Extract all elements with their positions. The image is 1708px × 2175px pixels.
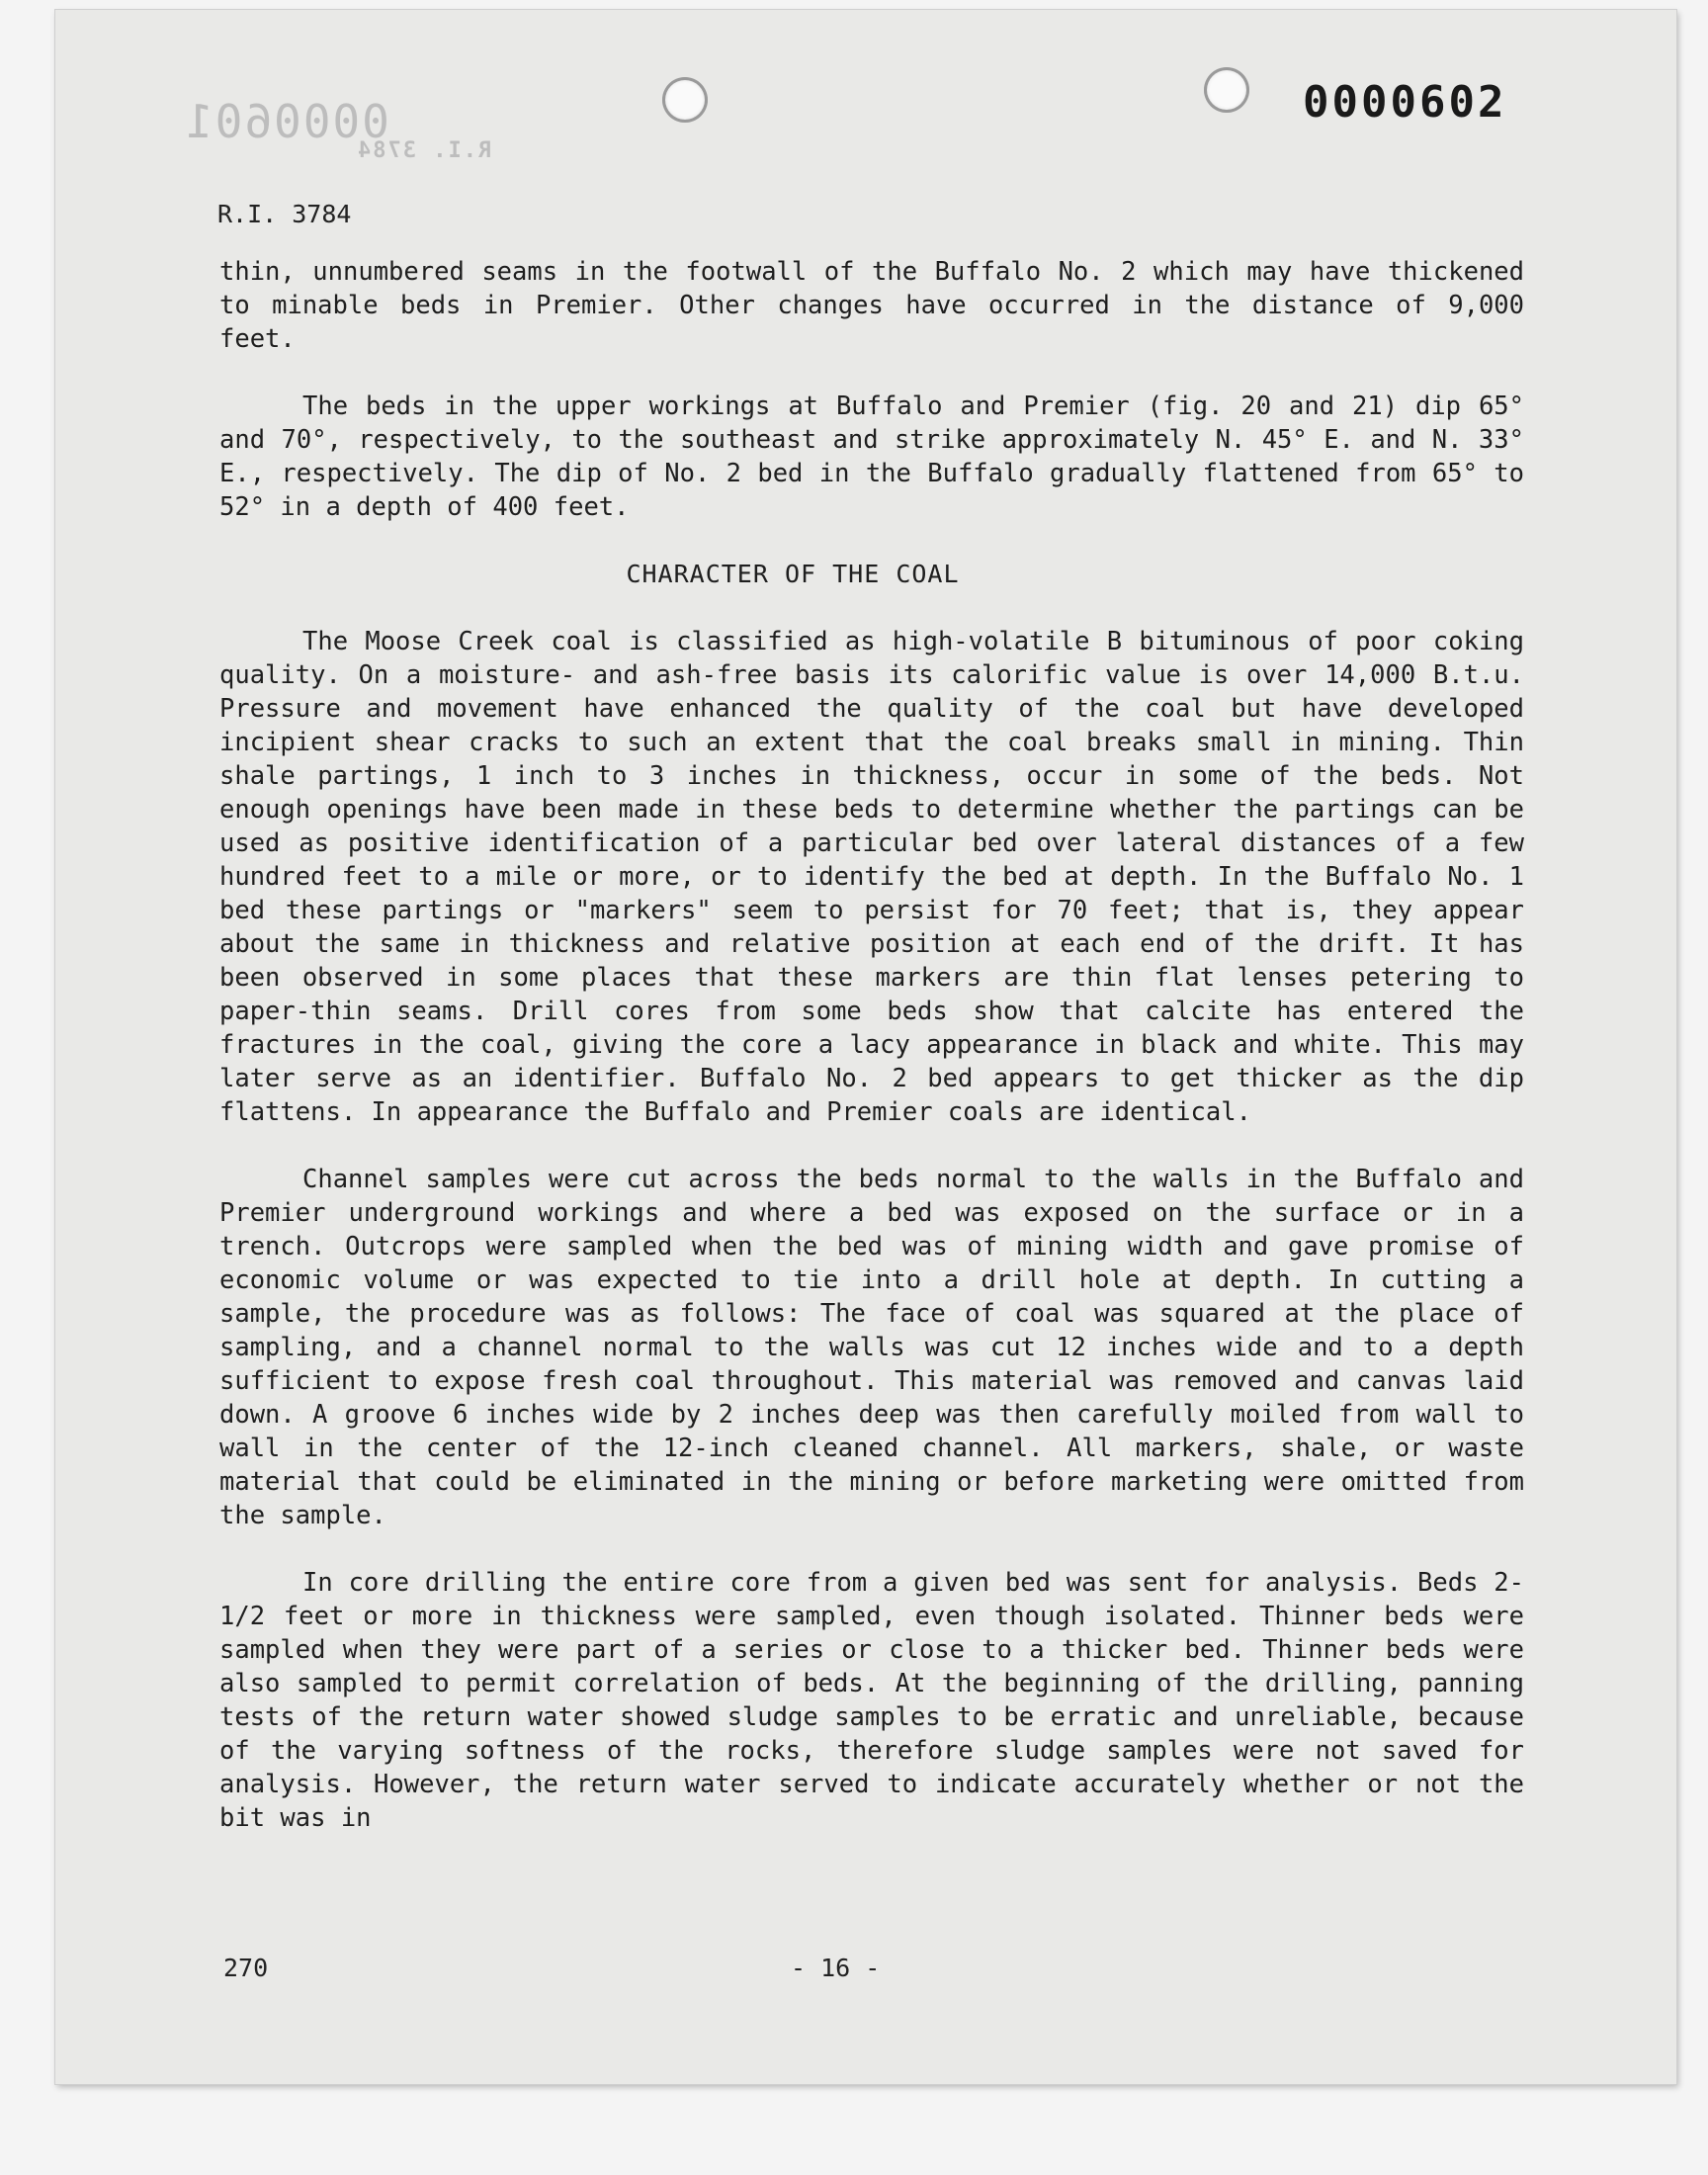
- paragraph: The Moose Creek coal is classified as high-volatile B bituminous of poor coking quality. On a moisture- and ash-free basis its calorific value is over 14,000 B.t.u. Pressure and movement have enhanced the quality of the coal but have developed incipient shear cracks to such an extent that the coal breaks small in mining. Thin shale partings, 1 inch to 3 inches in thickness, occur in some of the beds. Not enough openings have been made in these beds to determine whether the partings can be used as positive identification of a particular bed over lateral distances of a few hundred feet to a mile or more, or to identify the bed at depth. In the Buffalo No. 1 bed these partings or "markers" seem to persist for 70 feet; that is, they appear about the same in thickness and relative position at each end of the drift. It has been observed in some places that these markers are thin flat lenses petering to paper-thin seams. Drill cores from some beds show that calcite has entered the fractures in the coal, giving the core a lacy appearance in black and white. This may later serve as an identifier. Buffalo No. 2 bed appears to get thicker as the dip flattens. In appearance the Buffalo and Premier coals are identical.: [219, 627, 1524, 1127]
- footer-number: 270: [223, 1954, 269, 1982]
- paragraph: Channel samples were cut across the beds normal to the walls in the Buffalo and Premier underground workings and where a bed was exposed on the surface or in a trench. Outcrops were sampled when the bed was of mining width and gave promise of economic volume or was expected to tie into a drill hole at depth. In cutting a sample, the procedure was as follows: The face of coal was squared at the place of sampling, and a channel normal to the walls was cut 12 inches wide and to a depth sufficient to expose fresh coal throughout. This material was removed and canvas laid down. A groove 6 inches wide by 2 inches deep was then carefully moiled from wall to wall in the center of the 12-inch cleaned channel. All markers, shale, or waste material that could be eliminated in the mining or before marketing were omitted from the sample.: [219, 1165, 1524, 1530]
- page-number: - 16 -: [791, 1954, 881, 1982]
- paragraph: The beds in the upper workings at Buffalo and Premier (fig. 20 and 21) dip 65° and 70°, respectively, to the southeast and strike approximately N. 45° E. and N. 33° E., respectively. The dip of No. 2 bed in the Buffalo gradually flattened from 65° to 52° in a depth of 400 feet.: [219, 392, 1524, 522]
- document-id-stamp: 0000602: [1303, 77, 1507, 128]
- paragraph: In core drilling the entire core from a given bed was sent for analysis. Beds 2-1/2 feet or more in thickness were sampled, even though isolated. Thinner beds were sampled when they were part of a series or close to a thicker bed. Thinner beds were also sampled to permit correlation of beds. At the beginning of the drilling, panning tests of the return water showed sludge samples to be erratic and unreliable, because of the varying softness of the rocks, therefore sludge samples were not saved for analysis. However, the return water served to indicate accurately whether or not the bit was in: [219, 1568, 1524, 1833]
- bleed-through-id: 0000601: [184, 95, 389, 148]
- bleed-through-ri: R.I. 3784: [356, 138, 492, 163]
- paragraph: thin, unnumbered seams in the footwall of the Buffalo No. 2 which may have thickened to minable beds in Premier. Other changes have occurred in the distance of 9,000 feet.: [219, 257, 1524, 354]
- punch-hole-left: [662, 77, 708, 123]
- body-text: [219, 255, 1524, 1835]
- section-heading: CHARACTER OF THE COAL: [626, 560, 960, 588]
- punch-hole-right: [1204, 67, 1249, 113]
- report-number: R.I. 3784: [217, 200, 352, 228]
